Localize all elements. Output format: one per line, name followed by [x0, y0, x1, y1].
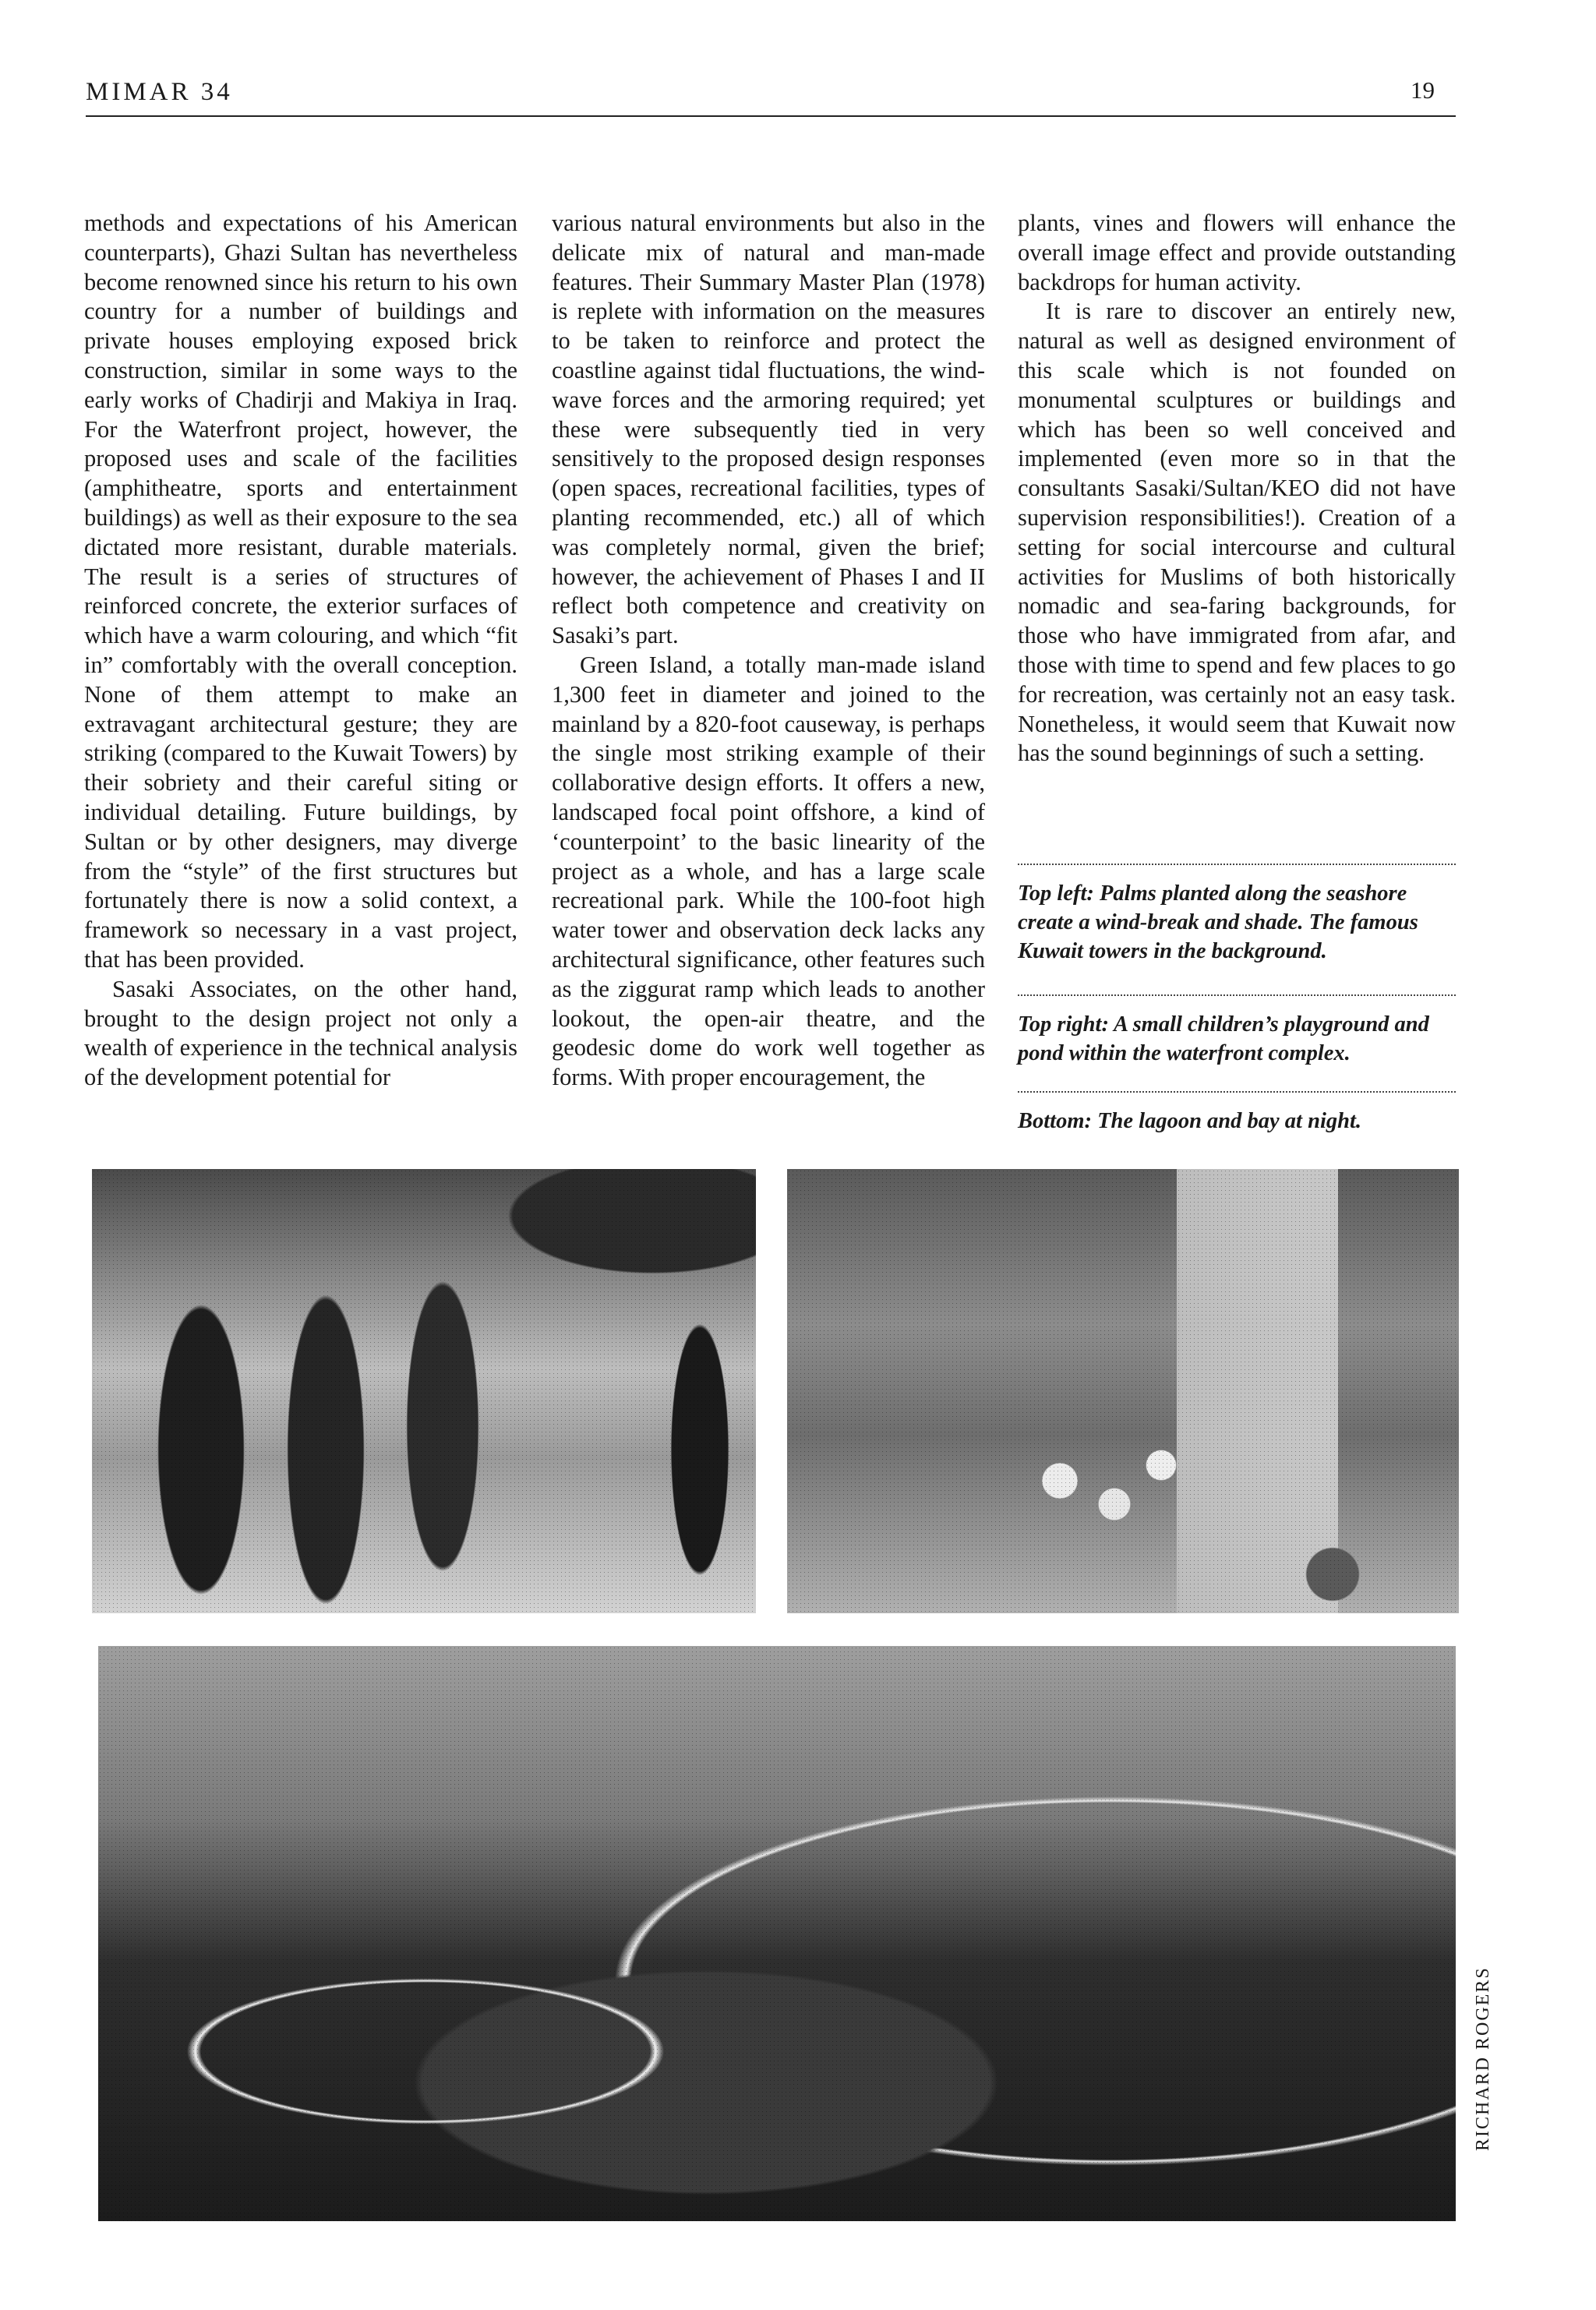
paragraph: It is rare to discover an entirely new, natural as well as designed environment of this scale which is not founded on monumental sculptures or buildings and which has been so well conceived and implemented (even more so in that the consultants Sasaki/Sultan/KEO did not have supervision responsibilities!). Creation of a setting for social intercourse and cultural activities for Muslims of both historically nomadic and sea-faring backgrounds, for those who have immigrated from afar, and those with time to spend and few places to go for recreation, was certainly not an easy task. Nonetheless, it would seem that Kuwait now has the sound beginnings of such a setting. [1018, 298, 1456, 767]
playground-pond-photo [787, 1169, 1459, 1613]
lagoon-night-photo [98, 1646, 1456, 2221]
text-column-2 [552, 209, 985, 1093]
paragraph: methods and expectations of his American counterparts), Ghazi Sultan has nevertheless become renowned since his return to his own country for a number of buildings and private houses employing exposed brick construction, similar in some ways to the early works of Chadirji and Makiya in Iraq. For the Waterfront project, however, the proposed uses and scale of the facilities (amphitheatre, sports and entertainment buildings) as well as their exposure to the sea dictated more resistant, durable materials. The result is a series of structures of reinforced concrete, the exterior surfaces of which have a warm colouring, and which “fit in” comfortably with the overall conception. None of them attempt to make an extravagant architectural gesture; they are striking (compared to the Kuwait Towers) by their sobriety and their careful siting or individual detailing. Future buildings, by Sultan or by other designers, may diverge from the “style” of the first structures but fortunately there is now a solid context, a framework so necessary in a vast project, that has been provided. [84, 210, 517, 973]
header-rule [86, 115, 1456, 117]
page-number: 19 [1411, 76, 1435, 104]
paragraph: Sasaki Associates, on the other hand, brought to the design project not only a wealth of experience in the technical analysis of the development potential for [84, 975, 517, 1091]
paragraph: Green Island, a totally man-made island 1,300 feet in diameter and joined to the mainland by a 820-foot causeway, is perhaps the single most striking example of their collaborative design efforts. It offers a new, landscaped focal point offshore, a kind of ‘counterpoint’ to the basic linearity of the project as a whole, and has a large scale recreational park. While the 100-foot high water tower and observation deck lacks any architectural significance, other features such as the ziggurat ramp which leads to another lookout, the open-air theatre, and the geodesic dome do work well together as forms. With proper encouragement, the [552, 651, 985, 1091]
caption-divider [1018, 1091, 1456, 1093]
photo-credit: RICHARD ROGERS [1473, 1966, 1493, 2151]
palms-seashore-photo [92, 1169, 756, 1613]
caption-divider [1018, 864, 1456, 865]
caption-top-left: Top left: Palms planted along the seashore create a wind-break and shade. The famous Kuwait towers in the background. [1018, 881, 1418, 963]
journal-title: MIMAR 34 [86, 78, 233, 106]
paragraph: plants, vines and flowers will enhance the overall image effect and provide outstanding backdrops for human activity. [1018, 210, 1456, 295]
text-column-1 [84, 209, 517, 1093]
paragraph: various natural environments but also in the delicate mix of natural and man-made features. Their Summary Master Plan (1978) is replete with information on the measures to be taken to reinforce and protect the coastline against tidal fluctuations, the wind-wave forces and the armoring required; yet these were subsequently tied in very sensitively to the proposed design responses (open spaces, recreational facilities, types of planting recommended, etc.) all of which was completely normal, given the brief; however, the achievement of Phases I and II reflect both competence and creativity on Sasaki’s part. [552, 210, 985, 649]
caption-bottom: Bottom: The lagoon and bay at night. [1018, 1109, 1362, 1133]
text-column-3 [1018, 209, 1456, 768]
caption-divider [1018, 994, 1456, 996]
caption-top-right: Top right: A small children’s playground and pond within the waterfront complex. [1018, 1012, 1429, 1065]
